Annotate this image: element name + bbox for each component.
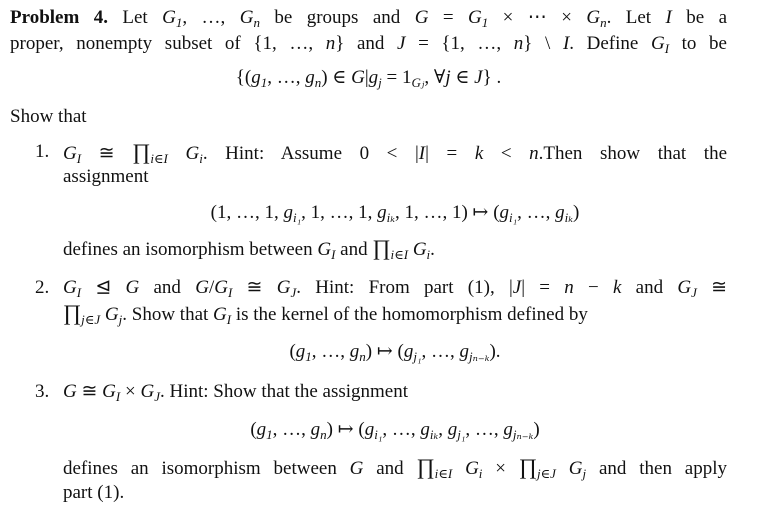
math-symbol: n	[513, 33, 524, 54]
item-2-display-equation	[63, 340, 727, 364]
subscript: j₁	[413, 349, 422, 364]
subscript: j∈J	[81, 312, 101, 327]
math-symbol: G	[317, 239, 332, 260]
subscript: iₖ	[564, 210, 574, 225]
text-segment: = {1, …,	[405, 33, 514, 54]
subscript: i₁	[509, 210, 518, 225]
math-symbol: g	[420, 419, 430, 440]
text-segment: ).	[489, 341, 501, 362]
text-segment: and	[335, 239, 373, 260]
text-segment: defines an isomorphism between	[63, 458, 350, 479]
text-segment: ⊴	[81, 277, 126, 298]
math-symbol: G	[351, 67, 365, 88]
subscript: n	[253, 15, 260, 30]
math-symbol: G	[586, 7, 601, 28]
item-1-text	[63, 236, 727, 260]
math-symbol: g	[349, 341, 360, 362]
math-symbol: k	[474, 143, 484, 164]
text-segment: (	[289, 341, 296, 362]
text-segment: )	[573, 202, 580, 223]
math-symbol: G	[63, 143, 77, 164]
math-symbol: G	[63, 277, 77, 298]
subscript: j	[582, 466, 587, 481]
math-symbol: g	[364, 419, 375, 440]
subscript: j	[118, 312, 123, 327]
text-segment: be a	[671, 7, 728, 28]
text-segment: . Let	[606, 7, 666, 28]
math-symbol: G	[63, 381, 77, 402]
math-symbol: J	[397, 33, 406, 54]
item-number-1	[35, 140, 49, 164]
text-segment: . Hint: From part (1), |	[296, 277, 513, 298]
text-segment: .Then show that the	[538, 143, 728, 164]
text-segment: , 1, …, 1) ↦ (	[394, 202, 500, 223]
product-symbol: ∏	[132, 139, 151, 164]
math-symbol: g	[305, 67, 315, 88]
text-segment: ×	[482, 458, 519, 479]
text-segment: | =	[521, 277, 565, 298]
math-symbol: G	[349, 458, 364, 479]
text-segment: ) ↦ (	[326, 419, 365, 440]
text-segment: , …,	[267, 67, 306, 88]
show-that-label	[10, 105, 727, 129]
item-number-2	[35, 276, 49, 300]
item-1-display-equation	[63, 201, 727, 225]
definition-display-equation	[10, 66, 727, 90]
item-2-text	[63, 276, 727, 300]
text-segment: ) ↦ (	[365, 341, 404, 362]
text-segment: and	[139, 277, 196, 298]
item-3-text	[63, 481, 727, 505]
subscript: I	[115, 389, 121, 404]
text-segment: , 1, …, 1,	[301, 202, 378, 223]
math-symbol: G	[568, 458, 583, 479]
math-symbol: J	[474, 67, 483, 88]
text-segment: , …,	[421, 341, 460, 362]
math-symbol: k	[612, 277, 622, 298]
text-segment: } .	[482, 67, 502, 88]
text-segment: | =	[425, 143, 475, 164]
math-symbol: G	[140, 381, 155, 402]
text-segment: , …,	[465, 419, 504, 440]
text-segment: . Define	[569, 33, 651, 54]
text-segment: (	[250, 419, 257, 440]
text-segment: ×	[120, 381, 141, 402]
text-segment: . Hint: Show that the assignment	[159, 381, 409, 402]
text-segment: )	[533, 419, 540, 440]
text-segment: defines an isomorphism between	[63, 239, 318, 260]
subscript: 1	[305, 349, 312, 364]
subscript: i₁	[292, 210, 302, 225]
text-segment: , …,	[517, 202, 556, 223]
subscript: n	[359, 349, 366, 364]
text-segment: } \	[523, 33, 563, 54]
subscript: jₙ₋ₖ	[512, 427, 534, 442]
subscript: jₙ₋ₖ	[468, 349, 490, 364]
subscript: n	[320, 427, 327, 442]
subscript: j	[378, 75, 382, 90]
text-segment: × ⋯ ×	[488, 7, 587, 28]
math-symbol: J	[512, 277, 522, 298]
product-symbol: ∏	[63, 300, 82, 325]
text-segment: .	[430, 239, 435, 260]
text-segment: and	[621, 277, 678, 298]
math-symbol: g	[447, 419, 458, 440]
subscript: n	[314, 75, 322, 90]
text-segment: ≅	[232, 277, 277, 298]
subscript: iₖ	[386, 210, 395, 225]
math-symbol: g	[499, 202, 510, 223]
math-symbol: g	[403, 341, 414, 362]
math-symbol: g	[503, 419, 513, 440]
math-symbol: I	[665, 7, 672, 28]
math-symbol: g	[251, 67, 261, 88]
subscript: I	[76, 151, 82, 166]
math-symbol: G	[412, 239, 427, 260]
math-symbol: G	[276, 277, 291, 298]
item-3-display-equation	[63, 418, 727, 442]
subscript: i∈I	[150, 151, 168, 166]
math-symbol: I	[418, 143, 426, 164]
subscript: I	[227, 285, 233, 300]
subscript: j₁	[457, 427, 466, 442]
item-3-text	[63, 380, 727, 404]
product-symbol: ∏	[518, 454, 537, 479]
subscript: I	[76, 285, 82, 300]
text-segment: /	[208, 277, 215, 298]
text-segment: (1, …, 1,	[210, 202, 284, 223]
text-segment: , …,	[382, 419, 421, 440]
item-3-text	[63, 455, 727, 479]
subscript: J	[290, 285, 297, 300]
math-symbol: G	[162, 7, 176, 28]
math-symbol: G	[102, 381, 116, 402]
math-symbol: g	[555, 202, 565, 223]
text-segment: −	[573, 277, 613, 298]
math-symbol: n	[529, 143, 539, 164]
text-segment: ≅	[696, 277, 728, 298]
math-symbol: G	[214, 277, 228, 298]
text-segment: assignment	[63, 166, 149, 187]
math-symbol: G	[213, 304, 227, 325]
subscript: iₖ	[429, 427, 439, 442]
text-segment: =	[428, 7, 468, 28]
subscript: 1	[481, 15, 489, 30]
text-segment: } and	[335, 33, 398, 54]
subscript: i₁	[374, 427, 383, 442]
text-segment: 3.	[35, 381, 50, 402]
math-symbol: n	[564, 277, 574, 298]
text-segment: , …,	[311, 341, 350, 362]
problem-statement-line	[10, 6, 727, 30]
text-segment: . Hint: Assume 0 < |	[202, 143, 419, 164]
subscript: i	[199, 151, 203, 166]
text-segment: part (1).	[63, 482, 125, 503]
text-segment: {(	[235, 67, 252, 88]
product-symbol: ∏	[372, 235, 391, 260]
item-number-3	[35, 380, 49, 404]
math-symbol: I	[562, 33, 570, 54]
text-segment: ≅	[81, 143, 133, 164]
text-segment: is the kernel of the homomorphism defined by	[231, 304, 588, 325]
text-segment: to be	[669, 33, 727, 54]
math-symbol: g	[283, 202, 293, 223]
math-symbol: G	[195, 277, 209, 298]
text-segment: and then apply	[586, 458, 728, 479]
text-segment	[556, 458, 569, 479]
item-1-text	[63, 165, 727, 189]
text-segment: and	[363, 458, 417, 479]
math-symbol: g	[256, 419, 267, 440]
math-symbol: G	[185, 143, 200, 164]
subscript: 1	[260, 75, 268, 90]
text-segment: Let	[107, 7, 163, 28]
subscript: n	[600, 15, 607, 30]
text-segment: 2.	[35, 277, 50, 298]
item-1-text	[63, 140, 727, 164]
math-symbol: g	[368, 67, 379, 88]
text-segment: , ∀	[424, 67, 446, 88]
text-segment: = 1	[381, 67, 412, 88]
math-symbol: G	[465, 458, 479, 479]
subscript: I	[226, 312, 232, 327]
subscript: I	[664, 41, 670, 56]
math-symbol: j	[445, 67, 451, 88]
product-symbol: ∏	[416, 454, 435, 479]
text-segment: 1.	[35, 141, 50, 162]
math-symbol: g	[377, 202, 387, 223]
text-segment: Problem 4.	[10, 7, 108, 28]
problem-statement-line	[10, 32, 727, 56]
subscript: 1	[175, 15, 183, 30]
text-segment: , …,	[272, 419, 311, 440]
text-segment: ,	[438, 419, 448, 440]
math-symbol: G	[650, 33, 665, 54]
math-symbol: g	[459, 341, 469, 362]
subscript: I	[331, 247, 336, 262]
subscript: J	[691, 285, 697, 300]
math-symbol: G	[414, 7, 429, 28]
text-segment: . Show that	[122, 304, 214, 325]
math-symbol: g	[295, 341, 306, 362]
text-segment: Show that	[10, 106, 87, 127]
math-symbol: n	[325, 33, 336, 54]
subscript: j∈J	[536, 466, 556, 481]
math-symbol: G	[125, 277, 140, 298]
math-symbol: g	[310, 419, 321, 440]
text-segment: , …,	[182, 7, 240, 28]
text-segment	[452, 458, 465, 479]
text-segment: ) ∈	[321, 67, 352, 88]
subscript: 1	[266, 427, 273, 442]
math-symbol: G	[677, 277, 692, 298]
text-segment: |	[364, 67, 369, 88]
text-segment: proper, nonempty subset of {1, …,	[10, 33, 326, 54]
math-symbol: G	[104, 304, 119, 325]
text-segment	[168, 143, 186, 164]
math-symbol: G	[468, 7, 482, 28]
subscript: Gⱼ	[411, 75, 425, 90]
subscript: i∈I	[390, 247, 409, 262]
text-segment: be groups and	[259, 7, 415, 28]
item-2-text	[63, 301, 727, 325]
text-segment: ≅	[76, 381, 103, 402]
text-segment: <	[483, 143, 530, 164]
subscript: i	[478, 466, 483, 481]
subscript: i	[426, 247, 431, 262]
text-segment: ∈	[450, 67, 475, 88]
subscript: i∈I	[434, 466, 453, 481]
math-symbol: G	[239, 7, 254, 28]
subscript: J	[154, 389, 160, 404]
